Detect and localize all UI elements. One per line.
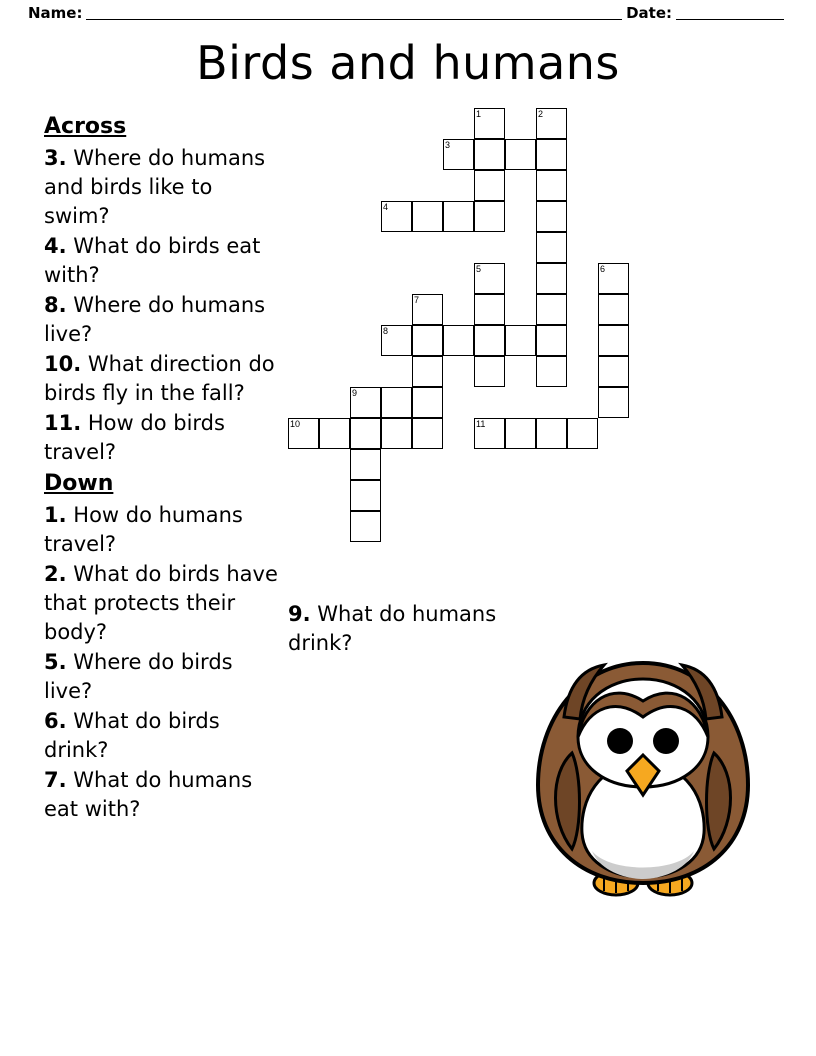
- down-heading: Down: [44, 471, 114, 497]
- crossword-cell[interactable]: [474, 418, 505, 449]
- clue-number: 3.: [44, 146, 67, 171]
- crossword-cell[interactable]: [474, 108, 505, 139]
- clue-number: 6.: [44, 709, 67, 734]
- crossword-cell[interactable]: [505, 418, 536, 449]
- crossword-cell[interactable]: [350, 449, 381, 480]
- worksheet-header: [28, 0, 788, 26]
- cell-number: 6: [600, 264, 606, 274]
- crossword-cell[interactable]: [536, 325, 567, 356]
- clue-number: 2.: [44, 562, 67, 587]
- cell-number: 7: [414, 295, 420, 305]
- date-write-line[interactable]: [676, 6, 784, 20]
- crossword-cell[interactable]: [505, 139, 536, 170]
- clue-text: How do humans travel?: [44, 503, 243, 557]
- clue-text: What do birds eat with?: [44, 234, 261, 288]
- crossword-cell[interactable]: [350, 387, 381, 418]
- crossword-cell[interactable]: [536, 170, 567, 201]
- crossword-cell[interactable]: [412, 356, 443, 387]
- crossword-cell[interactable]: [412, 387, 443, 418]
- crossword-cell[interactable]: [381, 387, 412, 418]
- crossword-cell[interactable]: [474, 356, 505, 387]
- cell-number: 10: [290, 419, 301, 429]
- clue-number: 7.: [44, 768, 67, 793]
- across-heading: Across: [44, 114, 127, 139]
- clue-text: How do birds travel?: [44, 411, 225, 465]
- crossword-cell[interactable]: [474, 170, 505, 201]
- clue-down-7: [44, 766, 284, 824]
- clue-across-8: [44, 291, 284, 349]
- clue-down-2: [44, 560, 284, 647]
- crossword-cell[interactable]: [536, 263, 567, 294]
- crossword-cell[interactable]: [381, 201, 412, 232]
- clue-across-3: [44, 144, 284, 231]
- name-label: Name:: [28, 4, 83, 22]
- crossword-cell[interactable]: [443, 201, 474, 232]
- owl-eye-right: [653, 728, 679, 754]
- crossword-cell[interactable]: [598, 356, 629, 387]
- crossword-cell[interactable]: [474, 201, 505, 232]
- clue-text: What do humans eat with?: [44, 768, 253, 822]
- crossword-cell[interactable]: [598, 263, 629, 294]
- crossword-cell[interactable]: [536, 356, 567, 387]
- crossword-cell[interactable]: [536, 418, 567, 449]
- clue-number: 9.: [288, 602, 311, 626]
- clue-down-1: [44, 501, 284, 559]
- crossword-cell[interactable]: [412, 294, 443, 325]
- clue-text: Where do humans and birds like to swim?: [44, 146, 266, 229]
- crossword-cell[interactable]: [536, 201, 567, 232]
- page-title: Birds and humans: [196, 36, 620, 90]
- crossword-cell[interactable]: [412, 418, 443, 449]
- name-write-line[interactable]: [86, 6, 622, 20]
- crossword-cell[interactable]: [412, 325, 443, 356]
- cell-number: 2: [538, 109, 544, 119]
- crossword-cell[interactable]: [350, 511, 381, 542]
- clue-number: 4.: [44, 234, 67, 259]
- crossword-cell[interactable]: [288, 418, 319, 449]
- crossword-cell[interactable]: [598, 325, 629, 356]
- clue-text: What do birds have that protects their body?: [44, 562, 278, 645]
- crossword-cell[interactable]: [381, 418, 412, 449]
- crossword-cell[interactable]: [505, 325, 536, 356]
- clue-across-10: [44, 350, 284, 408]
- crossword-cell[interactable]: [536, 108, 567, 139]
- cell-number: 9: [352, 388, 358, 398]
- clue-number: 11.: [44, 411, 82, 436]
- crossword-cell[interactable]: [598, 387, 629, 418]
- clue-down-9: [288, 600, 528, 658]
- cell-number: 1: [476, 109, 482, 119]
- crossword-cell[interactable]: [536, 232, 567, 263]
- cell-number: 5: [476, 264, 482, 274]
- clue-text: Where do birds live?: [44, 650, 233, 704]
- crossword-cell[interactable]: [350, 418, 381, 449]
- cell-number: 3: [445, 140, 451, 150]
- crossword-cell[interactable]: [536, 294, 567, 325]
- crossword-cell[interactable]: [474, 325, 505, 356]
- cell-number: 4: [383, 202, 389, 212]
- crossword-cell[interactable]: [381, 325, 412, 356]
- crossword-cell[interactable]: [474, 263, 505, 294]
- clue-text: What direction do birds fly in the fall?: [44, 352, 275, 406]
- crossword-cell[interactable]: [443, 139, 474, 170]
- crossword-cell[interactable]: [536, 139, 567, 170]
- crossword-grid[interactable]: [288, 108, 658, 568]
- crossword-cell[interactable]: [598, 294, 629, 325]
- clue-number: 5.: [44, 650, 67, 675]
- clue-down-5: [44, 648, 284, 706]
- clue-text: What do birds drink?: [44, 709, 220, 763]
- cell-number: 11: [476, 419, 486, 429]
- crossword-cell[interactable]: [319, 418, 350, 449]
- crossword-cell[interactable]: [474, 139, 505, 170]
- crossword-cell[interactable]: [474, 294, 505, 325]
- clue-number: 8.: [44, 293, 67, 318]
- clue-number: 10.: [44, 352, 82, 377]
- owl-illustration: [520, 645, 790, 915]
- owl-eye-left: [607, 728, 633, 754]
- date-label: Date:: [626, 4, 672, 22]
- clue-across-11: [44, 409, 284, 467]
- clue-list: [44, 110, 284, 825]
- crossword-cell[interactable]: [350, 480, 381, 511]
- crossword-cell[interactable]: [443, 325, 474, 356]
- clue-list-overflow: [288, 600, 528, 659]
- crossword-cell[interactable]: [412, 201, 443, 232]
- clue-text: Where do humans live?: [44, 293, 266, 347]
- clue-down-6: [44, 707, 284, 765]
- cell-number: 8: [383, 326, 389, 336]
- clue-number: 1.: [44, 503, 67, 528]
- clue-text: What do humans drink?: [288, 602, 497, 655]
- crossword-cell[interactable]: [567, 418, 598, 449]
- clue-across-4: [44, 232, 284, 290]
